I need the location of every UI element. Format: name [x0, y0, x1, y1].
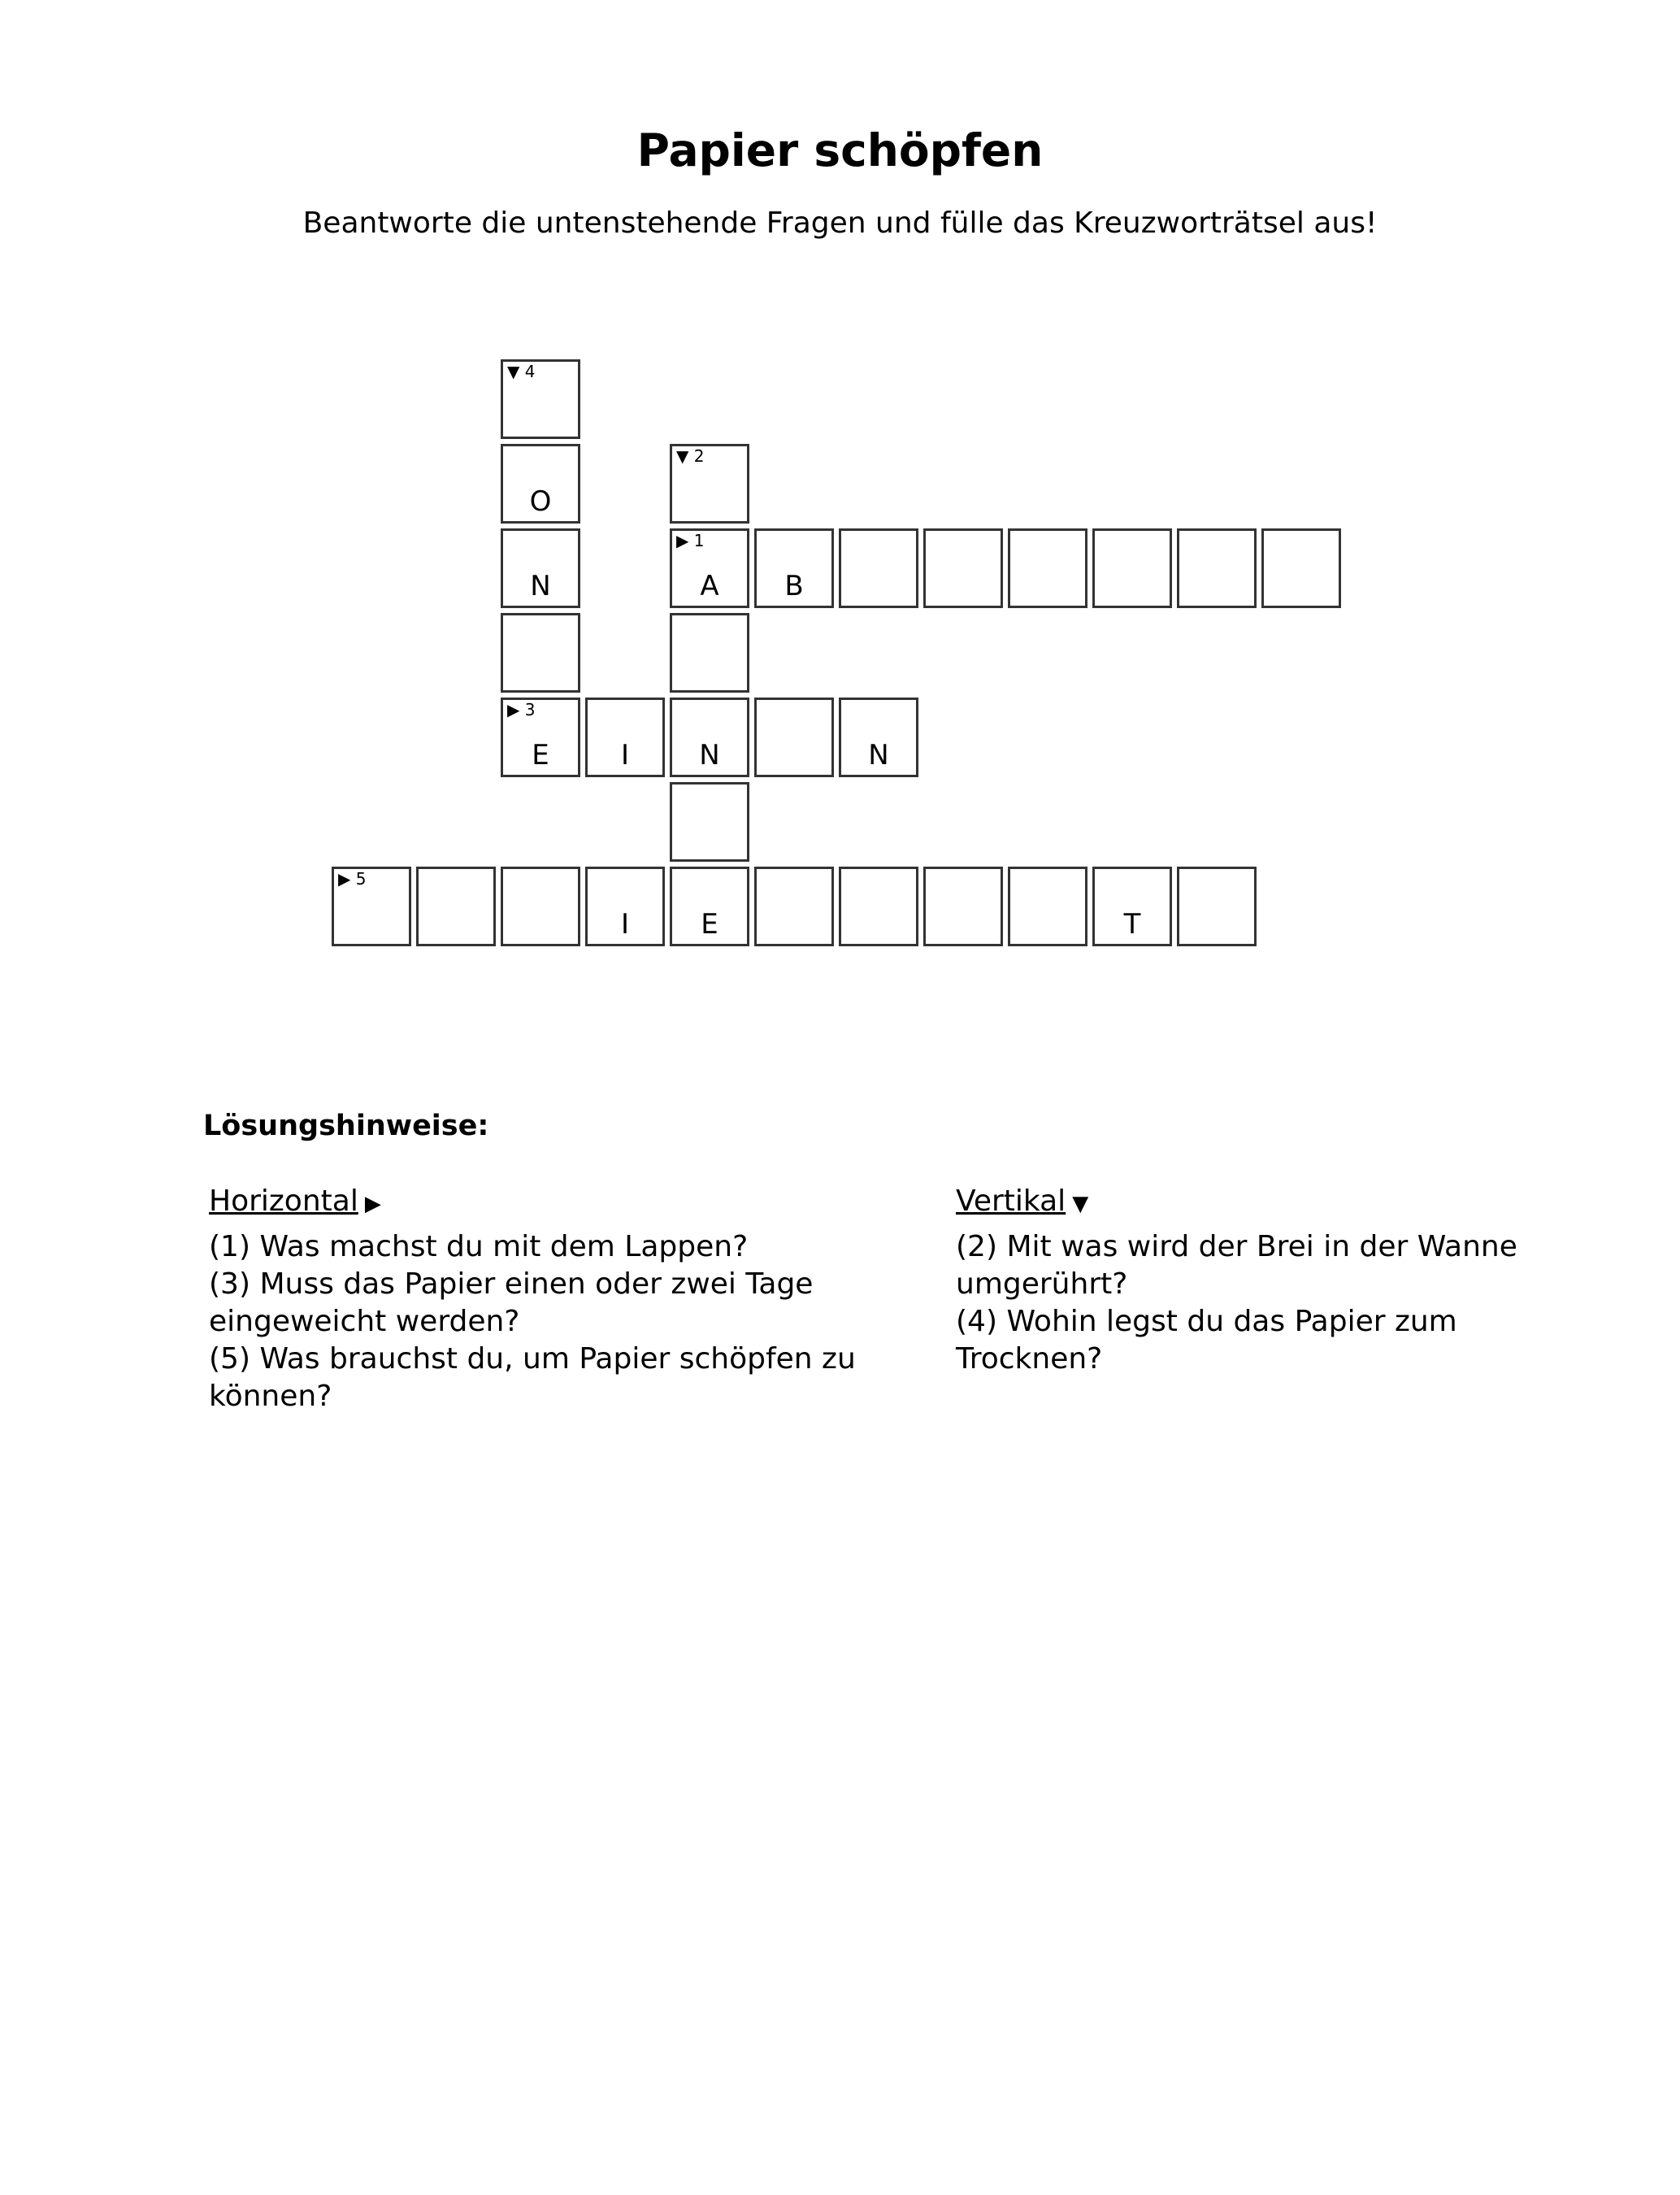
- cell-letter: I: [620, 908, 630, 941]
- vertical-label: Vertikal: [956, 1184, 1066, 1218]
- crossword-cell[interactable]: [754, 528, 834, 608]
- crossword-cell[interactable]: [670, 444, 749, 524]
- crossword-cell[interactable]: [501, 359, 580, 439]
- crossword-cell[interactable]: [670, 613, 749, 693]
- crossword-cell[interactable]: [501, 444, 580, 524]
- clue-number: 3: [524, 700, 536, 719]
- horizontal-label: Horizontal: [209, 1184, 358, 1218]
- crossword-cell[interactable]: [1008, 867, 1087, 946]
- crossword-cell[interactable]: [332, 867, 411, 946]
- crossword-cell[interactable]: [501, 613, 580, 693]
- crossword-cell[interactable]: [670, 528, 749, 608]
- crossword-cell[interactable]: [754, 867, 834, 946]
- clue-marker: [507, 700, 535, 719]
- crossword-cell[interactable]: [839, 698, 918, 777]
- crossword-cell[interactable]: [501, 698, 580, 777]
- clue-number: 4: [524, 362, 536, 381]
- cell-letter: T: [1123, 908, 1141, 941]
- crossword-cell[interactable]: [1092, 867, 1172, 946]
- crossword-cell[interactable]: [1177, 528, 1257, 608]
- hints-heading: Lösungshinweise:: [203, 1110, 489, 1142]
- clue-number: 1: [693, 531, 705, 550]
- clue-marker: [338, 869, 366, 889]
- right-arrow-icon: ▶: [338, 869, 351, 889]
- clue-marker: [676, 446, 704, 466]
- cell-letter: A: [700, 570, 719, 602]
- crossword-cell[interactable]: [416, 867, 496, 946]
- clue-5: (5) Was brauchst du, um Papier schöpfen zu können?: [209, 1342, 856, 1413]
- clue-2: (2) Mit was wird der Brei in der Wanne umgerührt?: [956, 1230, 1517, 1301]
- crossword-cell[interactable]: [754, 698, 834, 777]
- crossword-cell[interactable]: [670, 867, 749, 946]
- cell-letter: E: [701, 908, 718, 941]
- cell-letter: I: [620, 739, 630, 772]
- horizontal-heading: [209, 1183, 859, 1220]
- cell-letter: N: [530, 570, 551, 602]
- down-arrow-icon: ▼: [1072, 1192, 1089, 1216]
- page-title: Papier schöpfen: [636, 124, 1044, 176]
- cell-letter: N: [699, 739, 720, 772]
- right-arrow-icon: ▶: [364, 1192, 381, 1216]
- down-arrow-icon: ▼: [676, 446, 689, 466]
- crossword-cell[interactable]: [839, 867, 918, 946]
- cell-letter: E: [532, 739, 549, 772]
- clue-marker: [507, 362, 535, 381]
- crossword-grid: [0, 0, 1680, 976]
- crossword-cell[interactable]: [585, 867, 665, 946]
- cell-letter: O: [529, 485, 552, 518]
- clue-marker: [676, 531, 704, 550]
- instructions: Beantworte die untenstehende Fragen und fülle das Kreuzworträtsel aus!: [302, 206, 1378, 240]
- clue-3: (3) Muss das Papier einen oder zwei Tage eingeweicht werden?: [209, 1267, 814, 1338]
- crossword-cell[interactable]: [501, 867, 580, 946]
- crossword-cell[interactable]: [923, 528, 1003, 608]
- right-arrow-icon: ▶: [676, 531, 689, 550]
- clue-number: 5: [355, 869, 367, 889]
- cell-letter: B: [784, 570, 804, 602]
- right-arrow-icon: ▶: [507, 700, 520, 719]
- crossword-cell[interactable]: [501, 528, 580, 608]
- crossword-cell[interactable]: [923, 867, 1003, 946]
- vertical-heading: [956, 1183, 1606, 1220]
- crossword-cell[interactable]: [670, 782, 749, 862]
- cell-letter: N: [868, 739, 889, 772]
- crossword-cell[interactable]: [839, 528, 918, 608]
- crossword-cell[interactable]: [1092, 528, 1172, 608]
- crossword-cell[interactable]: [1261, 528, 1341, 608]
- clue-4: (4) Wohin legst du das Papier zum Trocknen?: [956, 1305, 1457, 1376]
- horizontal-clues: [209, 1183, 859, 1415]
- down-arrow-icon: ▼: [507, 362, 520, 381]
- clue-1: (1) Was machst du mit dem Lappen?: [209, 1230, 749, 1263]
- clue-number: 2: [693, 446, 705, 466]
- crossword-cell[interactable]: [1177, 867, 1257, 946]
- crossword-cell[interactable]: [585, 698, 665, 777]
- crossword-cell[interactable]: [670, 698, 749, 777]
- crossword-cell[interactable]: [1008, 528, 1087, 608]
- vertical-clues: [956, 1183, 1606, 1378]
